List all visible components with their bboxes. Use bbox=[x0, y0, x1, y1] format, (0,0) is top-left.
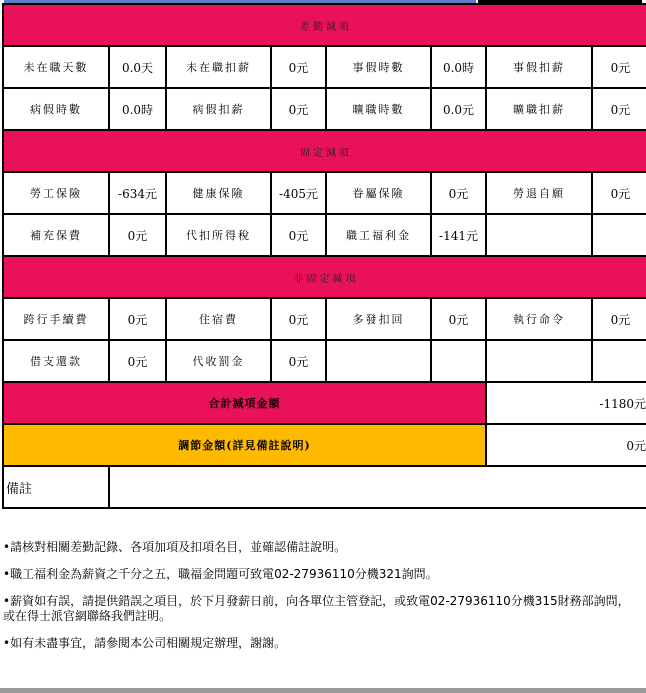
item-value: 0元 bbox=[272, 299, 325, 339]
adjustment-value: 0元 bbox=[487, 425, 646, 465]
table-row bbox=[4, 215, 646, 255]
adjustment-row bbox=[4, 425, 646, 465]
total-deduction-label: 合計減項金額 bbox=[4, 383, 485, 423]
item-value: -141元 bbox=[432, 215, 485, 255]
item-label: 眷屬保險 bbox=[327, 173, 430, 213]
item-label: 病假扣薪 bbox=[167, 89, 270, 129]
item-label: 健康保險 bbox=[167, 173, 270, 213]
item-label: 執行命令 bbox=[487, 299, 591, 339]
empty-cell bbox=[432, 341, 485, 381]
item-label: 事假扣薪 bbox=[487, 47, 591, 87]
item-value: -634元 bbox=[110, 173, 165, 213]
item-value: 0元 bbox=[432, 299, 485, 339]
item-value: 0元 bbox=[593, 47, 646, 87]
note-item: •如有未盡事宜，請參閱本公司相關規定辦理，謝謝。 bbox=[3, 636, 287, 650]
table-row bbox=[4, 173, 646, 213]
item-label: 曠職扣薪 bbox=[487, 89, 591, 129]
item-label: 代扣所得稅 bbox=[167, 215, 270, 255]
adjustment-label: 調節金額(詳見備註說明) bbox=[4, 425, 485, 465]
item-label: 勞工保險 bbox=[4, 173, 108, 213]
total-deduction-value: -1180元 bbox=[487, 383, 646, 423]
item-value: 0.0時 bbox=[110, 89, 165, 129]
deduction-table bbox=[2, 3, 646, 509]
item-value: 0元 bbox=[272, 89, 325, 129]
note-item: •薪資如有誤，請提供錯誤之項目，於下月發薪日前，向各單位主管登記，或致電02-27936110分機315財務部詢問，或在得士派官網聯絡我們註明。 bbox=[3, 594, 630, 623]
item-label: 病假時數 bbox=[4, 89, 108, 129]
empty-cell bbox=[593, 215, 646, 255]
section-title-nonfixed: 非固定減項 bbox=[4, 257, 646, 297]
item-label: 補充保費 bbox=[4, 215, 108, 255]
bottom-scrollbar[interactable] bbox=[0, 688, 646, 693]
item-label: 職工福利金 bbox=[327, 215, 430, 255]
item-value: 0元 bbox=[593, 173, 646, 213]
item-label: 事假時數 bbox=[327, 47, 430, 87]
item-label: 勞退自願 bbox=[487, 173, 591, 213]
section-header-nonfixed bbox=[4, 257, 646, 297]
note-item: •職工福利金為薪資之千分之五，職福金問題可致電02-27936110分機321詢問。 bbox=[3, 567, 438, 581]
item-label: 未在職扣薪 bbox=[167, 47, 270, 87]
section-header-absence bbox=[4, 5, 646, 45]
item-label: 跨行手續費 bbox=[4, 299, 108, 339]
item-value: 0.0天 bbox=[110, 47, 165, 87]
remarks-value bbox=[110, 467, 646, 507]
empty-cell bbox=[487, 341, 591, 381]
item-value: 0.0時 bbox=[432, 47, 485, 87]
item-value: 0元 bbox=[272, 341, 325, 381]
section-title-fixed: 固定減項 bbox=[4, 131, 646, 171]
item-value: 0元 bbox=[593, 299, 646, 339]
table-row bbox=[4, 299, 646, 339]
item-label: 多發扣回 bbox=[327, 299, 430, 339]
item-value: 0元 bbox=[110, 299, 165, 339]
item-value: 0.0元 bbox=[432, 89, 485, 129]
item-value: 0元 bbox=[593, 89, 646, 129]
item-value: 0元 bbox=[272, 215, 325, 255]
item-label: 借支還款 bbox=[4, 341, 108, 381]
table-row bbox=[4, 89, 646, 129]
item-label: 未在職天數 bbox=[4, 47, 108, 87]
item-label: 曠職時數 bbox=[327, 89, 430, 129]
remarks-row bbox=[4, 467, 646, 507]
remarks-label: 備註 bbox=[4, 467, 108, 507]
table-row bbox=[4, 47, 646, 87]
empty-cell bbox=[327, 341, 430, 381]
item-label: 代收罰金 bbox=[167, 341, 270, 381]
item-value: 0元 bbox=[110, 341, 165, 381]
item-value: 0元 bbox=[432, 173, 485, 213]
table-row bbox=[4, 341, 646, 381]
total-row bbox=[4, 383, 646, 423]
notes-list bbox=[3, 540, 635, 663]
item-label: 住宿費 bbox=[167, 299, 270, 339]
item-value: 0元 bbox=[110, 215, 165, 255]
note-item: •請核對相關差勤記錄、各項加項及扣項名目，並確認備註說明。 bbox=[3, 540, 347, 554]
section-title-absence: 差勤減項 bbox=[4, 5, 646, 45]
item-value: -405元 bbox=[272, 173, 325, 213]
empty-cell bbox=[487, 215, 591, 255]
item-value: 0元 bbox=[272, 47, 325, 87]
section-header-fixed bbox=[4, 131, 646, 171]
empty-cell bbox=[593, 341, 646, 381]
